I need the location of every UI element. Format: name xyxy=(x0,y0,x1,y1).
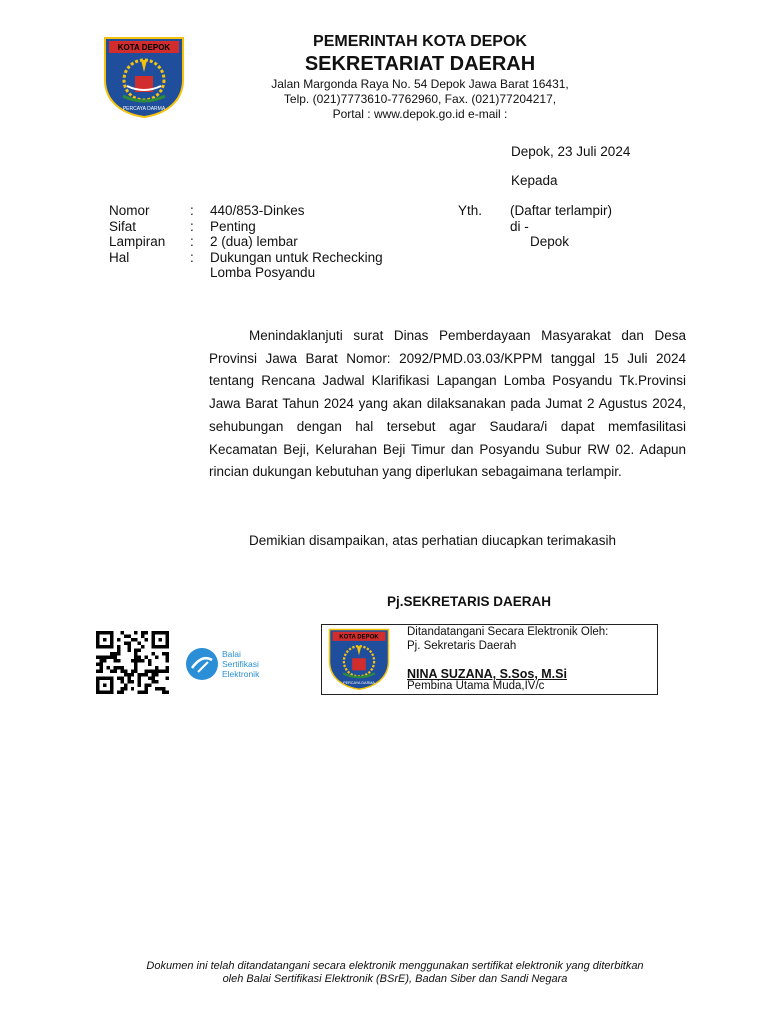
depok-logo-small xyxy=(328,628,390,690)
meta-value: Dukungan untuk Rechecking Lomba Posyandu xyxy=(210,249,383,280)
signer-position: Pj. Sekretaris Daerah xyxy=(407,640,517,652)
footer-line2: oleh Balai Sertifikasi Elektronik (BSrE), Badan Siber dan Sandi Negara xyxy=(222,973,568,985)
signature-title: Pj.SEKRETARIS DAERAH xyxy=(387,594,552,609)
meta-key: Hal xyxy=(109,249,130,265)
meta-key: Lampiran xyxy=(109,234,166,249)
logo-motto: PERCAYA DARMA xyxy=(122,106,166,112)
address: Jalan Margonda Raya No. 54 Depok Jawa Barat 16431, xyxy=(271,77,569,91)
office-name: SEKRETARIAT DAERAH xyxy=(304,53,536,75)
bsre-line3: Elektronik xyxy=(222,669,260,679)
logo-motto: PERCAYA DARMA xyxy=(343,680,375,685)
bsre-logo xyxy=(184,646,284,682)
kepada-label: Kepada xyxy=(511,173,558,188)
meta-value: Penting xyxy=(210,218,256,234)
meta-value: 2 (dua) lembar xyxy=(210,234,298,249)
letter-date: Depok, 23 Juli 2024 xyxy=(511,144,631,159)
recipient-name: (Daftar terlampir) xyxy=(510,203,613,218)
recipient-di: di - xyxy=(510,218,529,234)
portal: Portal : www.depok.go.id e-mail : xyxy=(332,107,508,121)
qr-code xyxy=(96,631,169,694)
letter-body: Menindaklanjuti surat Dinas Pemberdayaan Masyarakat dan Desa Provinsi Jawa Barat Nomor: 2092/PMD.03.03/KPPM tanggal 15 Juli 2024 tentang Rencana Jadwal Klarifikasi Lapangan Lomba Posyandu Tk.Provinsi Jawa Barat Tahun 2024 yang akan dilaksanakan pada Jumat 2 Agustus 2024, sehubungan dengan hal tersebut agar Saudara/i dapat memfasilitasi Kecamatan Beji, Kelurahan Beji Timur dan Posyandu Subur RW 02. Adapun rincian dukungan kebutuhan yang diperlukan sebagaimana terlampir. xyxy=(209,328,686,480)
bsre-line1: Balai xyxy=(222,649,241,659)
bsre-line2: Sertifikasi xyxy=(222,659,259,669)
logo-text: KOTA DEPOK xyxy=(117,43,171,52)
signed-by-label: Ditandatangani Secara Elektronik Oleh: xyxy=(407,626,609,638)
signer-name: NINA SUZANA, S.Sos, M.Si xyxy=(407,667,567,681)
meta-row-lampiran xyxy=(109,234,420,250)
signer-rank: Pembina Utama Muda,IV/c xyxy=(407,680,545,692)
meta-colon: : xyxy=(190,218,194,234)
phone-fax: Telp. (021)7773610-7762960, Fax. (021)77204217, xyxy=(283,92,557,106)
meta-key: Nomor xyxy=(109,203,150,218)
logo-text: KOTA DEPOK xyxy=(339,634,379,641)
letter-meta xyxy=(109,203,420,281)
footer-line1: Dokumen ini telah ditandatangani secara elektronik menggunakan sertifikat elektronik yang diterbitkan xyxy=(146,960,644,972)
meta-colon: : xyxy=(190,203,194,218)
meta-colon: : xyxy=(190,249,194,265)
meta-row-sifat xyxy=(109,219,420,235)
recipient-block xyxy=(458,203,612,250)
meta-key: Sifat xyxy=(109,218,137,234)
recipient-city: Depok xyxy=(530,234,570,249)
yth-label: Yth. xyxy=(458,203,483,218)
meta-value: 440/853-Dinkes xyxy=(210,203,305,218)
government-name: PEMERINTAH KOTA DEPOK xyxy=(313,33,527,50)
footer-note xyxy=(100,960,690,986)
e-signature-box xyxy=(321,624,658,695)
meta-row-nomor xyxy=(109,203,420,219)
letter-closing: Demikian disampaikan, atas perhatian diucapkan terimakasih xyxy=(249,533,616,548)
meta-row-hal xyxy=(109,250,420,281)
meta-colon: : xyxy=(190,234,194,249)
depok-logo xyxy=(103,36,185,118)
